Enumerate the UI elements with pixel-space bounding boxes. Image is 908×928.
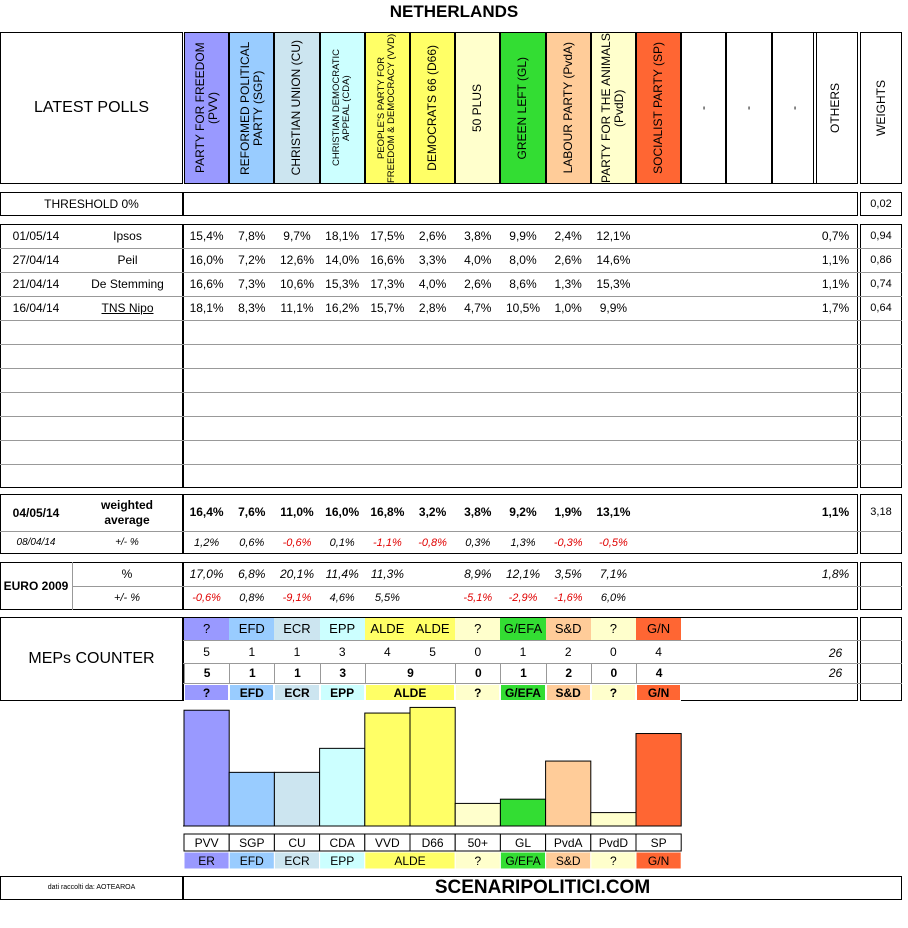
poll-value: 8,3% [238, 301, 266, 315]
mep-grouped-seats: 0 [591, 664, 636, 683]
mep-grouped-seats: 2 [546, 664, 591, 683]
poll-value: 2,6% [464, 277, 492, 291]
weighted-value: 11,0% [280, 505, 314, 519]
chart-group-label: G/EFA [505, 854, 541, 868]
chart-category-label: PvdD [598, 836, 629, 850]
euro-diff: -5,1% [463, 592, 493, 604]
poll-value: 18,1% [325, 229, 360, 243]
chart-category-label: VVD [375, 836, 400, 850]
poll-value: 10,5% [505, 301, 540, 315]
latest-polls-header [0, 32, 183, 184]
mep-seats: 1 [248, 645, 256, 659]
poll-weight: 0,74 [870, 278, 892, 290]
euro-label: EURO 2009 [3, 579, 69, 593]
mep-grouped-label: ECR [274, 684, 319, 701]
party-header-label: REFORMED POLITICAL PARTY (SGP) [237, 41, 265, 175]
weighted-diff: -0,6% [282, 537, 312, 549]
euro-diff: -1,6% [553, 592, 583, 604]
threshold-weight: 0,02 [860, 192, 902, 216]
poll-value: 9,7% [283, 229, 311, 243]
chart-bar [229, 772, 274, 826]
chart-group-label: ECR [284, 854, 310, 868]
poll-date: 16/04/14 [12, 301, 60, 315]
party-header-label: CHRISTIAN DEMOCRATIC APPEAL (CDA) [331, 49, 353, 167]
weighted-diff: 0,6% [239, 537, 265, 549]
poll-row-divider [0, 320, 902, 321]
poll-date: 21/04/14 [12, 277, 60, 291]
weighted-value: 13,1% [596, 505, 631, 519]
chart-bar [274, 772, 319, 826]
poll-value: 9,9% [599, 301, 628, 315]
chart-bar [365, 713, 410, 826]
euro-diff: -9,1% [282, 592, 312, 604]
poll-value: 9,9% [509, 229, 537, 243]
weighted-diff: -0,3% [553, 537, 583, 549]
meps-label: MEPs COUNTER [0, 617, 183, 701]
weighted-value: 16,8% [370, 505, 405, 519]
mep-seats: 4 [384, 645, 391, 659]
chart-category-label: PvdA [553, 836, 583, 850]
chart-bar [636, 734, 681, 826]
weights-label: WEIGHTS [873, 80, 888, 136]
weighted-value: 16,4% [189, 505, 224, 519]
poll-date: 01/05/14 [12, 229, 60, 243]
chart-group-label: ? [610, 854, 617, 868]
euro-value: 8,9% [464, 567, 492, 581]
mep-seats: 3 [338, 645, 346, 659]
party-header-label: CHRISTIAN UNION (CU) [289, 40, 304, 176]
mep-seats: 0 [610, 645, 617, 659]
poll-value: 11,1% [280, 301, 314, 315]
euro-value: 7,1% [599, 567, 628, 581]
meps-divider [183, 640, 902, 641]
mep-seats: 1 [293, 645, 301, 659]
poll-value: 3,8% [464, 229, 492, 243]
chart-bar [410, 707, 455, 826]
chart-category-label: CU [288, 836, 306, 850]
chart-bar [455, 803, 500, 826]
weighted-diff: -0,5% [599, 537, 628, 549]
party-header [455, 32, 500, 184]
euro-diff-label: +/- % [114, 592, 140, 604]
chart-group-label: S&D [555, 854, 581, 868]
mep-grouped-label: ? [455, 684, 500, 701]
euro-diff: -2,9% [508, 592, 538, 604]
chart-group-label: ER [198, 854, 215, 868]
weighted-diff-label: +/- % [115, 537, 139, 548]
mep-group: G/N [636, 618, 681, 640]
chart-category-label: SGP [239, 836, 265, 850]
chart-category-label: D66 [421, 836, 444, 850]
mep-grouped-label: EFD [229, 684, 274, 701]
poll-institute: Ipsos [113, 229, 142, 243]
poll-institute: De Stemming [91, 277, 164, 291]
party-header [410, 32, 455, 184]
party-header [636, 32, 681, 184]
euro-diff [410, 588, 455, 608]
euro-divider [72, 586, 902, 587]
mep-group: ALDE [365, 618, 410, 640]
poll-row-divider [0, 440, 902, 441]
weighted-value: 9,2% [509, 505, 537, 519]
party-header-label: GREEN LEFT (GL) [515, 56, 530, 160]
party-header-label: 50 PLUS [470, 83, 485, 133]
weighted-divider [0, 531, 902, 532]
mep-grouped-label: ALDE [365, 684, 455, 701]
poll-date: 27/04/14 [12, 253, 60, 267]
mep-grouped-seats: 1 [274, 664, 319, 683]
poll-others: 1,1% [821, 253, 850, 267]
footer-source: dati raccolti da: AOTEAROA [0, 876, 183, 900]
euro-value: 17,0% [189, 567, 224, 581]
poll-value: 2,8% [418, 301, 447, 315]
party-header [365, 32, 410, 184]
poll-value: 7,3% [238, 277, 266, 291]
party-header [546, 32, 591, 184]
chart-group-label: ALDE [394, 854, 426, 868]
chart-bar [184, 710, 229, 826]
poll-value: 8,0% [509, 253, 537, 267]
party-header-label: SOCIALIST PARTY (SP) [651, 42, 666, 174]
euro-diff: 0,8% [239, 592, 265, 604]
poll-value: 1,0% [554, 301, 582, 315]
party-header [681, 32, 726, 184]
party-header-label: - [786, 106, 801, 110]
mep-seats: 4 [655, 645, 662, 659]
weighted-date: 04/05/14 [12, 506, 60, 520]
weighted-label: weighted average [100, 498, 153, 527]
mep-grouped-label: ? [184, 684, 229, 701]
chart-category-label: CDA [329, 836, 355, 850]
party-header-label: - [741, 106, 756, 110]
poll-others: 1,7% [821, 301, 850, 315]
poll-value: 7,2% [238, 253, 266, 267]
poll-value: 3,3% [418, 253, 447, 267]
poll-weight: 0,94 [870, 230, 892, 242]
mep-grouped-seats: 9 [365, 664, 455, 683]
weighted-diff: -1,1% [373, 537, 402, 549]
meps-grouped-total: 26 [828, 666, 843, 680]
poll-value: 2,6% [554, 253, 582, 267]
euro-pct-label: % [121, 567, 133, 581]
party-header [591, 32, 636, 184]
poll-value: 15,4% [189, 229, 224, 243]
mep-group: ? [591, 618, 636, 640]
chart-bar [546, 761, 591, 826]
others-header [813, 32, 858, 184]
weights-header [860, 32, 902, 184]
meps-seats-total: 26 [828, 646, 843, 660]
chart-group-label: EPP [330, 854, 355, 868]
poll-row-divider [0, 368, 902, 369]
mep-group: ECR [274, 618, 319, 640]
party-header-label: PARTY FOR THE ANIMALS (PvdD) [599, 33, 627, 183]
weighted-diff: 1,2% [194, 537, 220, 549]
poll-value: 12,1% [596, 229, 631, 243]
party-header [500, 32, 545, 184]
party-header-label: LABOUR PARTY (PvdA) [560, 42, 575, 174]
mep-grouped-label: G/N [636, 684, 681, 701]
weighted-weight: 3,18 [870, 506, 892, 518]
poll-institute: Peil [117, 253, 138, 267]
party-header-label: - [696, 106, 711, 110]
poll-row-divider [0, 344, 902, 345]
weighted-value: 3,8% [464, 505, 492, 519]
chart-bar [591, 813, 636, 826]
poll-value: 4,0% [464, 253, 492, 267]
party-header-label: DEMOCRATS 66 (D66) [425, 45, 440, 171]
poll-value: 7,8% [238, 229, 266, 243]
meps-weight-box [860, 617, 902, 701]
mep-group: ALDE [410, 618, 455, 640]
weighted-diff: 0,1% [329, 537, 355, 549]
mep-seats: 0 [474, 645, 482, 659]
threshold-row [183, 192, 858, 216]
poll-weight: 0,86 [870, 254, 892, 266]
euro-value: 11,3% [370, 567, 404, 581]
poll-row-divider [0, 464, 902, 465]
euro-diff: 4,6% [329, 592, 355, 604]
chart-category-label: 50+ [467, 836, 488, 850]
mep-group: ? [184, 618, 229, 640]
page-title: NETHERLANDS [389, 2, 519, 21]
euro-others: 1,8% [821, 567, 850, 581]
weighted-diff: 0,3% [465, 537, 491, 549]
mep-seats: 1 [519, 645, 527, 659]
poll-value: 16,0% [189, 253, 224, 267]
euro-diff: 6,0% [600, 592, 626, 604]
weighted-value: 1,9% [554, 505, 582, 519]
poll-value: 16,6% [370, 253, 405, 267]
euro-diff: 5,5% [374, 592, 400, 604]
party-header [320, 32, 365, 184]
mep-seats: 5 [429, 645, 436, 659]
weighted-value: 3,2% [418, 505, 447, 519]
poll-value: 14,6% [596, 253, 631, 267]
party-header-label: PARTY FOR FREEDOM (PVV) [192, 42, 220, 174]
mep-grouped-seats: 1 [229, 664, 274, 683]
mep-grouped-seats: 3 [320, 664, 365, 683]
chart-category-label: PVV [194, 836, 219, 850]
weighted-value: 7,6% [238, 505, 266, 519]
mep-grouped-seats: 0 [455, 664, 500, 683]
chart-bar [500, 799, 545, 826]
poll-row-divider [0, 392, 902, 393]
poll-value: 16,6% [189, 277, 224, 291]
poll-row-divider [0, 416, 902, 417]
chart-group-label: G/N [647, 854, 670, 868]
party-header [229, 32, 274, 184]
chart-group-label: EFD [239, 854, 264, 868]
chart-bar [320, 748, 365, 826]
poll-value: 17,3% [370, 277, 405, 291]
chart-category-label: GL [514, 836, 532, 850]
bar-chart [0, 704, 908, 872]
chart-group-label: ? [474, 854, 482, 868]
euro-value: 11,4% [325, 567, 359, 581]
party-header [184, 32, 229, 184]
mep-group: G/EFA [500, 618, 545, 640]
weighted-diff: -0,8% [418, 537, 447, 549]
euro-diff: -0,6% [192, 592, 221, 604]
party-header-label: PEOPLE'S PARTY FOR FREEDOM & DEMOCRACY (VVD) [376, 33, 398, 183]
weighted-value: 16,0% [325, 505, 360, 519]
poll-value: 10,6% [279, 277, 314, 291]
mep-seats: 5 [203, 645, 210, 659]
mep-grouped-label: G/EFA [500, 684, 545, 701]
poll-value: 8,6% [509, 277, 537, 291]
poll-value: 4,7% [464, 301, 492, 315]
threshold-label: THRESHOLD 0% [0, 192, 183, 216]
poll-value: 17,5% [370, 229, 405, 243]
weighted-others: 1,1% [821, 505, 850, 519]
footer-site: SCENARIPOLITICI.COM [183, 876, 902, 900]
euro-vdivider [72, 562, 73, 610]
weighted-prev-date: 08/04/14 [16, 537, 56, 548]
chart-category-label: SP [650, 836, 667, 850]
poll-weight: 0,64 [870, 302, 892, 314]
poll-value: 15,3% [596, 277, 631, 291]
mep-group: S&D [546, 618, 591, 640]
euro-value: 12,1% [505, 567, 540, 581]
mep-grouped-seats: 1 [500, 664, 545, 683]
poll-value: 1,3% [554, 277, 582, 291]
mep-grouped-label: EPP [320, 684, 365, 701]
poll-value: 18,1% [189, 301, 224, 315]
latest-polls-label: LATEST POLLS [33, 99, 149, 116]
mep-group: EPP [320, 618, 365, 640]
party-header [726, 32, 771, 184]
mep-group: ? [455, 618, 500, 640]
poll-value: 14,0% [325, 253, 360, 267]
poll-others: 1,1% [821, 277, 850, 291]
poll-value: 15,7% [370, 301, 405, 315]
euro-value: 6,8% [238, 567, 266, 581]
euro-value: 20,1% [279, 567, 314, 581]
poll-value: 2,6% [418, 229, 447, 243]
mep-grouped-label: S&D [546, 684, 591, 701]
poll-others: 0,7% [821, 229, 850, 243]
others-label: OTHERS [828, 82, 842, 133]
euro-value [410, 564, 455, 584]
poll-value: 12,6% [279, 253, 314, 267]
mep-seats: 2 [564, 645, 572, 659]
poll-value: 15,3% [325, 277, 360, 291]
euro-value: 3,5% [554, 567, 582, 581]
poll-institute[interactable]: TNS Nipo [101, 301, 154, 315]
poll-value: 2,4% [554, 229, 582, 243]
mep-grouped-seats: 4 [636, 664, 681, 683]
poll-value: 16,2% [325, 301, 360, 315]
party-header [274, 32, 319, 184]
weighted-diff: 1,3% [510, 537, 536, 549]
mep-grouped-seats: 5 [184, 664, 229, 683]
poll-value: 4,0% [418, 277, 447, 291]
mep-group: EFD [229, 618, 274, 640]
mep-grouped-label: ? [591, 684, 636, 701]
party-header [772, 32, 817, 184]
